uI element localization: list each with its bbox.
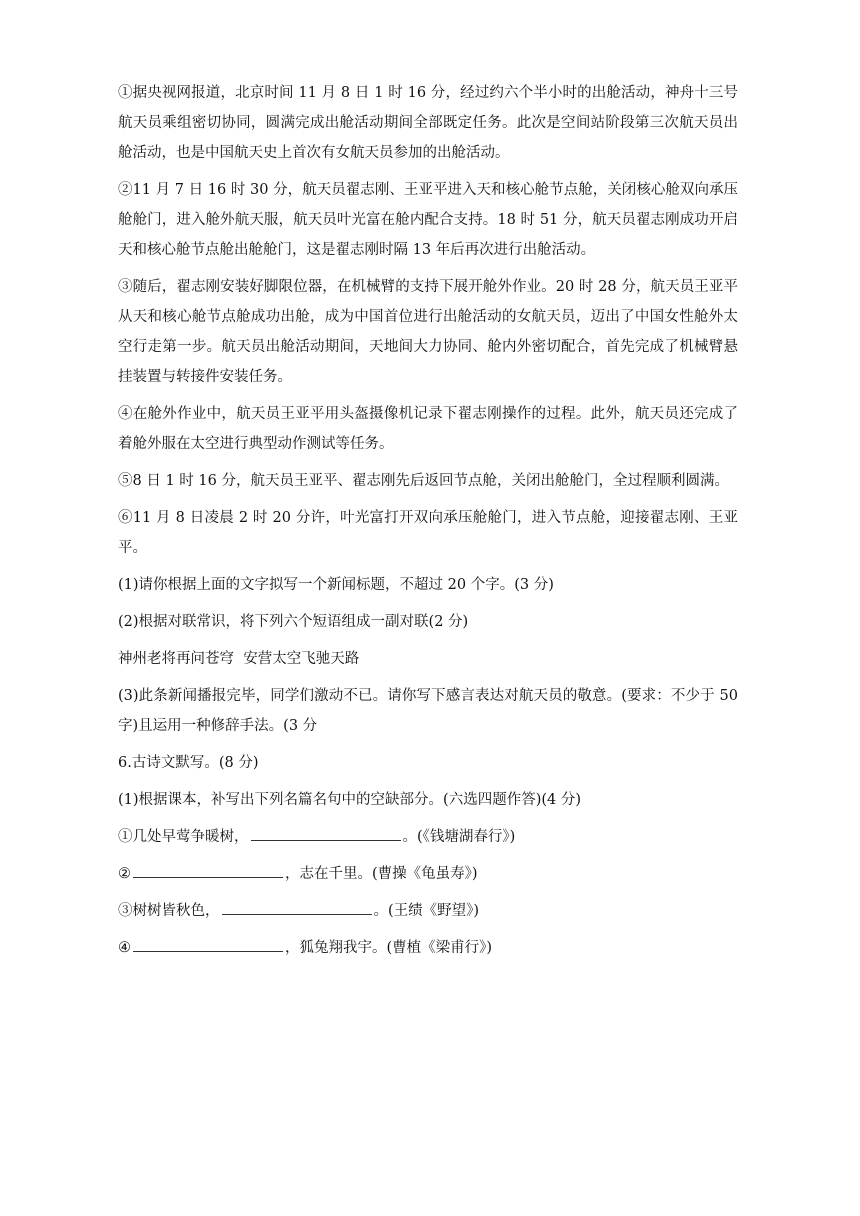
recitation-item-3 (118, 896, 738, 926)
recitation-item-2 (118, 859, 738, 889)
document-page (118, 78, 738, 970)
question-3: (3)此条新闻播报完毕，同学们激动不已。请你写下感言表达对航天员的敬意。(要求：不少于 50 字)且运用一种修辞手法。(3 分 (118, 688, 738, 734)
recitation-item-2-after: ，志在千里。(曹操《龟虽寿》) (285, 866, 478, 882)
recitation-item-1-after: 。(《钱塘湖春行》) (402, 829, 516, 845)
news-paragraph-1: ①据央视网报道，北京时间 11 月 8 日 1 时 16 分，经过约六个半小时的出舱活动，神舟十三号航天员乘组密切协同，圆满完成出舱活动期间全部既定任务。此次是空间站阶段第三次航天员出舱活动，也是中国航天史上首次有女航天员参加的出舱活动。 (118, 85, 738, 161)
couplet-phrases: 神州老将再问苍穹 安营太空飞驰天路 (118, 651, 360, 667)
recitation-item-4-before: ④ (118, 940, 131, 956)
recitation-item-2-before: ② (118, 866, 131, 882)
recitation-item-3-before: ③树树皆秋色， (118, 903, 220, 919)
news-paragraph-6: ⑥11 月 8 日凌晨 2 时 20 分许，叶光富打开双向承压舱舱门，进入节点舱，迎接翟志刚、王亚平。 (118, 510, 738, 556)
recitation-item-2-blank[interactable] (133, 861, 283, 878)
recitation-item-3-after: 。(王绩《野望》) (373, 903, 480, 919)
recitation-item-1 (118, 822, 738, 852)
section-6-title: 6.古诗文默写。(8 分) (118, 755, 259, 771)
recitation-item-1-blank[interactable] (251, 824, 401, 841)
question-2: (2)根据对联常识，将下列六个短语组成一副对联(2 分) (118, 614, 469, 630)
news-paragraph-3: ③随后，翟志刚安装好脚限位器，在机械臂的支持下展开舱外作业。20 时 28 分，航天员王亚平从天和核心舱节点舱成功出舱，成为中国首位进行出舱活动的女航天员，迈出了中国女性舱外太空行走第一步。航天员出舱活动期间，天地间大力协同、舱内外密切配合，首先完成了机械臂悬挂装置与转接件安装任务。 (118, 279, 738, 385)
recitation-item-1-before: ①几处早莺争暖树， (118, 829, 249, 845)
recitation-item-4-blank[interactable] (133, 935, 283, 952)
question-1: (1)请你根据上面的文字拟写一个新闻标题，不超过 20 个字。(3 分) (118, 577, 554, 593)
recitation-item-4-after: ，狐兔翔我宇。(曹植《梁甫行》) (285, 940, 493, 956)
news-paragraph-4: ④在舱外作业中，航天员王亚平用头盔摄像机记录下翟志刚操作的过程。此外，航天员还完成了着舱外服在太空进行典型动作测试等任务。 (118, 406, 738, 452)
section-6-sub-1: (1)根据课本，补写出下列名篇名句中的空缺部分。(六选四题作答)(4 分) (118, 792, 581, 808)
recitation-item-3-blank[interactable] (222, 898, 372, 915)
news-paragraph-2: ②11 月 7 日 16 时 30 分，航天员翟志刚、王亚平进入天和核心舱节点舱，关闭核心舱双向承压舱舱门，进入舱外航天服，航天员叶光富在舱内配合支持。18 时 51 分，航天员翟志刚成功开启天和核心舱节点舱出舱舱门，这是翟志刚时隔 13 年后再次进行出舱活动。 (118, 182, 738, 258)
recitation-item-4 (118, 933, 738, 963)
news-paragraph-5: ⑤8 日 1 时 16 分，航天员王亚平、翟志刚先后返回节点舱，关闭出舱舱门，全过程顺利圆满。 (118, 473, 729, 489)
